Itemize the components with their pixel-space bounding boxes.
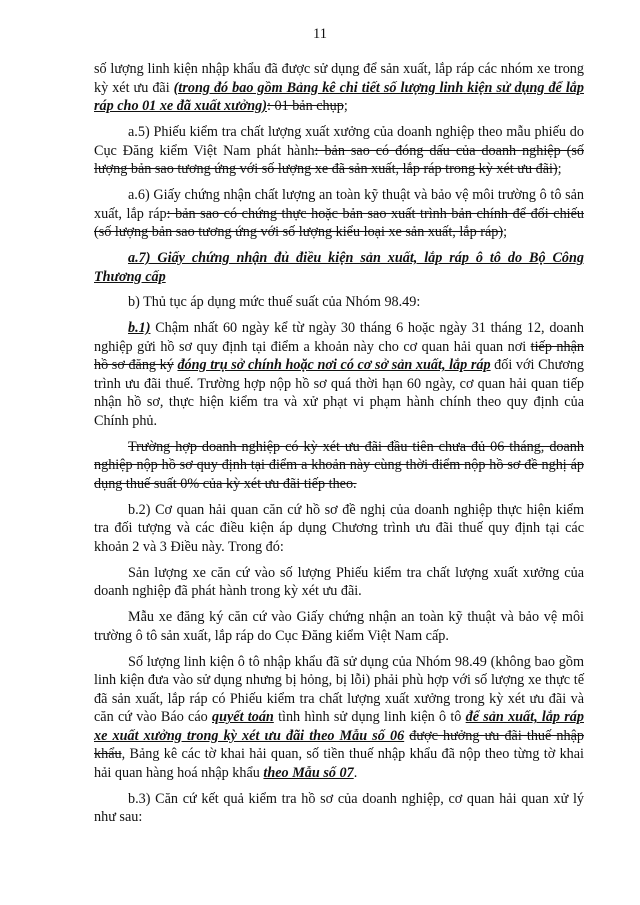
paragraph-continuation — [94, 60, 584, 116]
item-b3: b.3) Căn cứ kết quả kiểm tra hồ sơ của doanh nghiệp, cơ quan hải quan xử lý như sau: — [94, 790, 584, 826]
deleted-text: : 01 bản chụp — [266, 98, 344, 115]
inserted-label: b.1) — [128, 320, 151, 337]
inserted-text: (trong đó bao gồm Bảng kê chi tiết số lượng linh kiện sử dụng để lắp ráp cho 01 xe đã xuất xưởng) — [94, 79, 584, 115]
inserted-text: đóng trụ sở chính hoặc nơi có cơ sở sản xuất, lắp ráp — [177, 357, 491, 374]
deleted-text: : bản sao có chứng thực hoặc bản sao xuất trình bản chính để đối chiếu (số lượng bản sao tương ứng với số lượng kiểu loại xe sản xuất, lắp ráp) — [94, 205, 585, 241]
text: Chậm nhất 60 ngày kể từ ngày 30 tháng 6 hoặc ngày 31 tháng 12, doanh nghiệp gửi hồ sơ quy định tại điểm a khoản này cho cơ quan hải quan nơi — [94, 320, 584, 355]
inserted-text: để sản xuất, lắp ráp xe xuất xưởng trong kỳ xét ưu đãi theo Mẫu số 06 — [94, 709, 584, 744]
item-a5 — [94, 123, 584, 179]
text: số lượng linh kiện nhập khẩu đã được sử dụng để sản xuất, lắp ráp các nhóm xe trong kỳ xét ưu đãi — [94, 61, 584, 96]
text: đối với Chương trình ưu đãi thuế. Trường hợp nộp hồ sơ quá thời hạn 60 ngày, cơ quan hải quan tiếp nhận hồ sơ, thực hiện kiểm tra và xử phạt vi phạm hành chính theo quy định của Chính phủ. — [94, 357, 585, 430]
item-b2: b.2) Cơ quan hải quan căn cứ hồ sơ đề nghị của doanh nghiệp thực hiện kiểm tra đối tượng và các điều kiện áp dụng Chương trình ưu đãi thuế quy định tại các khoản 2 và 3 Điều này. Trong đó: — [94, 501, 584, 555]
text: ; — [557, 161, 562, 178]
deleted-text: : bản sao có đóng dấu của doanh nghiệp (số lượng bản sao tương ứng với số lượng xe đã sản xuất, lắp ráp trong kỳ xét ưu đãi) — [94, 142, 584, 178]
deleted-text: tiếp nhận hồ sơ đăng ký — [94, 338, 584, 374]
text: . — [353, 765, 358, 782]
inserted-text: theo Mẫu số 07 — [263, 765, 354, 782]
text: ; — [343, 98, 348, 115]
inserted-text: quyết toán — [212, 709, 274, 726]
section-b-title: b) Thủ tục áp dụng mức thuế suất của Nhóm 98.49: — [128, 294, 421, 311]
text: ; — [503, 224, 508, 241]
text: tình hình sử dụng linh kiện ô tô — [273, 709, 466, 726]
text: , Bảng kê các tờ khai hải quan, số tiền thuế nhập khẩu đã nộp theo từng tờ khai hải quan hàng hoá nhập khẩu — [94, 746, 584, 782]
item-b1 — [94, 319, 584, 431]
item-b2-model: Mẫu xe đăng ký căn cứ vào Giấy chứng nhận an toàn kỹ thuật và bảo vệ môi trường ô tô sản xuất, lắp ráp do Cục Đăng kiểm Việt Nam cấp. — [94, 609, 584, 644]
text: a.6) Giấy chứng nhận chất lượng an toàn kỹ thuật và bảo vệ môi trường ô tô sản xuất, lắp ráp — [94, 186, 584, 222]
document-body — [94, 60, 584, 834]
item-b2-output: Sản lượng xe căn cứ vào số lượng Phiếu kiểm tra chất lượng xuất xưởng của doanh nghiệp đã phát hành trong kỳ xét ưu đãi. — [94, 564, 584, 600]
text: a.5) Phiếu kiểm tra chất lượng xuất xưởng của doanh nghiệp theo mẫu phiếu do Cục Đăng kiểm Việt Nam phát hành — [94, 123, 584, 159]
item-a6 — [94, 186, 584, 242]
text: Số lượng linh kiện ô tô nhập khẩu đã sử dụng của Nhóm 98.49 (không bao gồm linh kiện đưa vào sử dụng nhưng bị hỏng, bị lỗi) phải phù hợp với số lượng xe thực tế đã sản xuất, lắp ráp có Phiếu kiểm tra chất lượng xuất xưởng trong kỳ xét ưu đãi và căn cứ vào Báo cáo — [94, 653, 584, 726]
item-b1-deleted: Trường hợp doanh nghiệp có kỳ xét ưu đãi đầu tiên chưa đủ 06 tháng, doanh nghiệp nộp hồ sơ quy định tại điểm a khoản này cùng thời điểm nộp hồ sơ đề nghị áp dụng thuế suất 0% của kỳ xét ưu đãi tiếp theo. — [94, 438, 584, 492]
item-a7: a.7) Giấy chứng nhận đủ điều kiện sản xuất, lắp ráp ô tô do Bộ Công Thương cấp — [94, 249, 584, 285]
item-b2-components — [94, 653, 584, 783]
page-number: 11 — [313, 26, 327, 42]
deleted-text: được hưởng ưu đãi thuế nhập khẩu — [94, 727, 585, 763]
